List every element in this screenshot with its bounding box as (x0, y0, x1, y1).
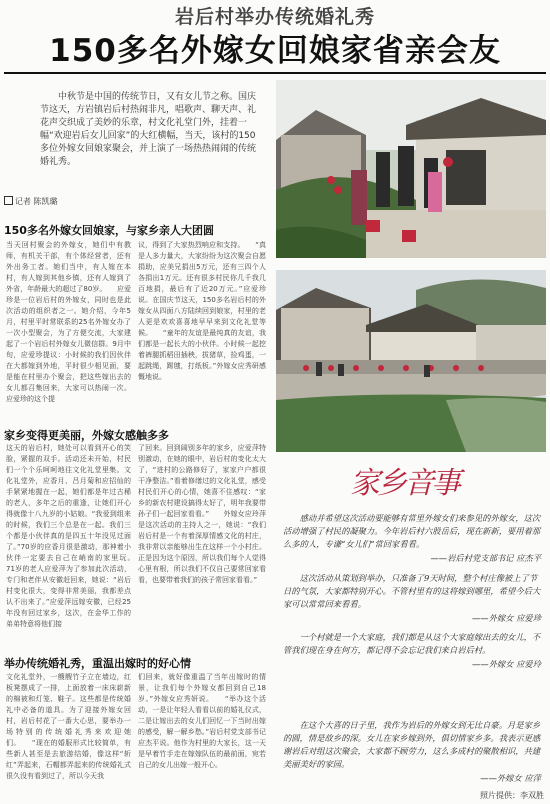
byline-box-icon (4, 196, 13, 205)
section-2-column-b (138, 443, 266, 646)
message-1 (283, 512, 541, 565)
section-3-text-b: 们回来，就好像重温了当年出嫁时的情景，让我们每个外嫁女都回到自己18岁。”外嫁女应秀妍说。 “举办这个活动，一是让年轻人看看以前的婚礼仪式，二是让嫁出去的女儿们回忆一下当时出嫁的感受，解一解乡愁。”岩后村党支部书记应杰平说。他作为村里的大家长，这一天是早着竹手走在嫁嫁队伍的最前面，宛若自己的女儿出嫁一般开心。 (138, 673, 266, 769)
message-1-signature: ——岩后村党支部书记 应杰平 (430, 553, 541, 563)
section-1-text-a: 当天回村聚会的外嫁女，她们中有教师，有机关干部，有个体经营者，还有外出务工者。她们当中，有人嫁在本村，有人嫁到其他乡镇，还有人嫁到了外省，年龄最大的超过了80岁。 应爱珍是一位岩后村的外嫁女，同时也是此次活动的组织者之一。她介绍，今年5月，村里平时常联系的25名外嫁女办了一次小型聚会，为了方便交流，大家建起了一个岩后村外嫁女儿微信群。9月中旬，应爱珍提议：小时候的我们因伙伴在大都嫁到外地，平时很少相见面，要是能在村里办个聚会，把这些嫁出去的女儿都召集回来，大家可以热闹一次。应爱珍的这个提 (6, 241, 131, 403)
message-4 (283, 719, 541, 785)
section-3-column-b (138, 672, 266, 800)
message-2-text: 这次活动从策划到举办，只准备了9天时间，整个村庄像被上了节日的气氛，大家都特别开心。不管村里有的这将嫁到哪里，希望今后大家可以常常回来看看。 (283, 573, 541, 609)
section-3-column-a (6, 672, 131, 800)
lead-paragraph (40, 91, 264, 169)
section-1-column-b (138, 240, 266, 416)
kicker-title: 岩后村举办传统婚礼秀 (174, 6, 375, 28)
reporter-byline (4, 196, 58, 207)
headline-rule (4, 72, 546, 74)
section-1-text-b: 议，得到了大家热烈响应和支持。 “真是人多力量大，大家纷纷为这次聚会自愿捐助，应美兄捐出5万元，还有三四个人各捐出1万元。还有很多村民你几千我几百地捐，最后有了近20万元。”应爱珍说。在国庆节这天，150多名岩后村的外嫁女从四面八方陆续回到娘家，村里的老人更是欢欢喜喜地早早来到文化礼堂等候。 “童年的友谊是最纯真的友谊，我们都是一起长大的小伙伴。小时候一起挖着裤腿抓稻田插秧，拔猪草，捡鸡蛋，一起跳绳，踢毽，打纸板。”外嫁女应秀研感慨地说。 (138, 241, 266, 381)
section-2-text-b: 了回来。回到阔别多年的家乡，应爱萍特别激动，在她的眼中，岩后村的变化太大了，“进村的公路修好了，家家户户都很干净整洁。”看着修缮过的文化礼堂，感受村民们开心的心情，她喜不住感叹：“家乡的新农村建设搞得太好了，明年我要带孙子们一起回家看看。” 外嫁女应玲萍是这次活动的主持人之一，她说：“我们岩后村是一个有着深厚情感文化的村庄，我非常以亲能够出生在这样一个小村庄。正是因为这个原因，所以我们每个人觉得心里有根，所以我们不仅自己要常回家看看，也要带着我们的孩子常回家看看。” (138, 444, 266, 584)
section-3-text-a: 文化礼堂外，一艘艘竹子立在墙边，红板凳摆成了一排，上面放着一床床崭新的棉被和灯笼、鞋子。这些都是传统婚礼中必备的道具。为了迎接外嫁女回村，岩后村花了一番大心思，要举办一场特别的传统婚礼秀来欢迎她们。 “现在的婚服形式比较简单，有些新人甚至是去旅游结婚，像这样“斩红”弄起来，石帽都弄起来的传统婚礼式很久没有看到过了，所以今天我 (6, 673, 131, 780)
message-2-signature: ——外嫁女 应爱珍 (471, 613, 541, 623)
reporter-name: 记者 陈凯璐 (15, 197, 58, 206)
messages-calligraphy-title: 家乡音事 (350, 466, 458, 501)
section-1-column-a (6, 240, 131, 416)
section-2-column-a (6, 443, 131, 646)
photo-credit: 照片提供：李双胜 (480, 791, 544, 800)
message-2 (283, 572, 541, 625)
message-3 (283, 631, 541, 671)
wedding-procession-photo (276, 80, 546, 258)
section-1-title: 150多名外嫁女回娘家，与家乡亲人大团圆 (4, 224, 214, 237)
village-lanterns-photo (276, 270, 546, 452)
page-headline: 150多名外嫁女回娘家省亲会友 (49, 33, 501, 69)
section-3-title: 举办传统婚礼秀，重温出嫁时的好心情 (4, 657, 191, 670)
message-4-signature: ——外嫁女 应萍 (480, 773, 541, 783)
section-2-text-a: 这天的岩后村，她处可以看到开心的笑脸，紧握的双手。活动还未开始，村民们一个个乐呵呵地往文化礼堂里集。文化礼堂外，应香月、吕月菊和应招仙的手紧紧地握在一起，她们都是年过古稀的老人，多年之后的重逢，让她们开心得就像十八九岁的小姑娘。“我爱到组来的时候，我们三个总是在一起。我们三个都是小伙伴真的是四五十年没见过面了。”70岁的应香月很是激动，那神着小伙伴一定要去自己在峭南的家里玩。 71岁的老人应爱萍为了参加此次活动，专门和老伴从安徽赶回来，她说：“岩后村变化很大，变得非常美丽，我都差点认不出来了。”应爱萍远嫁安徽，已经25年没有回过家乡，这次，在金华工作的弟弟特意将他们接 (6, 444, 131, 628)
section-2-title: 家乡变得更美丽，外嫁女感触多多 (4, 429, 169, 442)
message-4-text: 在这个大喜的日子里，我作为岩后的外嫁女到无比自豪。月是家乡的圆，情是故乡的深。女儿在家乡嫁到外，俱切情家乡多。我表示更感谢岩后对组这次聚会，大家都不顾劳力，这么多成村的聚散相识，共建美丽美好的家园。 (283, 720, 541, 769)
lead-text: 中秋节是中国的传统节日，又有女儿节之称。国庆节这天，方岩镇岩后村热闹非凡，唱歌声、聊天声、礼花声交织成了美妙的乐章，村文化礼堂门外，挂着一幅“欢迎岩后女儿回家”的大红横幅，当天，该村的150多位外嫁女回娘家聚会，并上演了一场热热闹闹的传统婚礼秀。 (40, 92, 257, 167)
message-3-signature: ——外嫁女 应爱玲 (471, 659, 541, 669)
message-1-text: 感动并希望这次活动要能够有常里外嫁女们来参见的外嫁女，这次活动增强了村民的凝聚力。今年岩后村六股岳后，现在新新，要用着那么多的人，专谦“女儿们”常回家看看。 (283, 513, 541, 549)
message-3-text: 一个村就是一个大家庭，我们都是从这个大家庭嫁出去的女儿，不管我们现在身在何方，都记得不会忘记我们来自岩后村。 (283, 632, 541, 655)
